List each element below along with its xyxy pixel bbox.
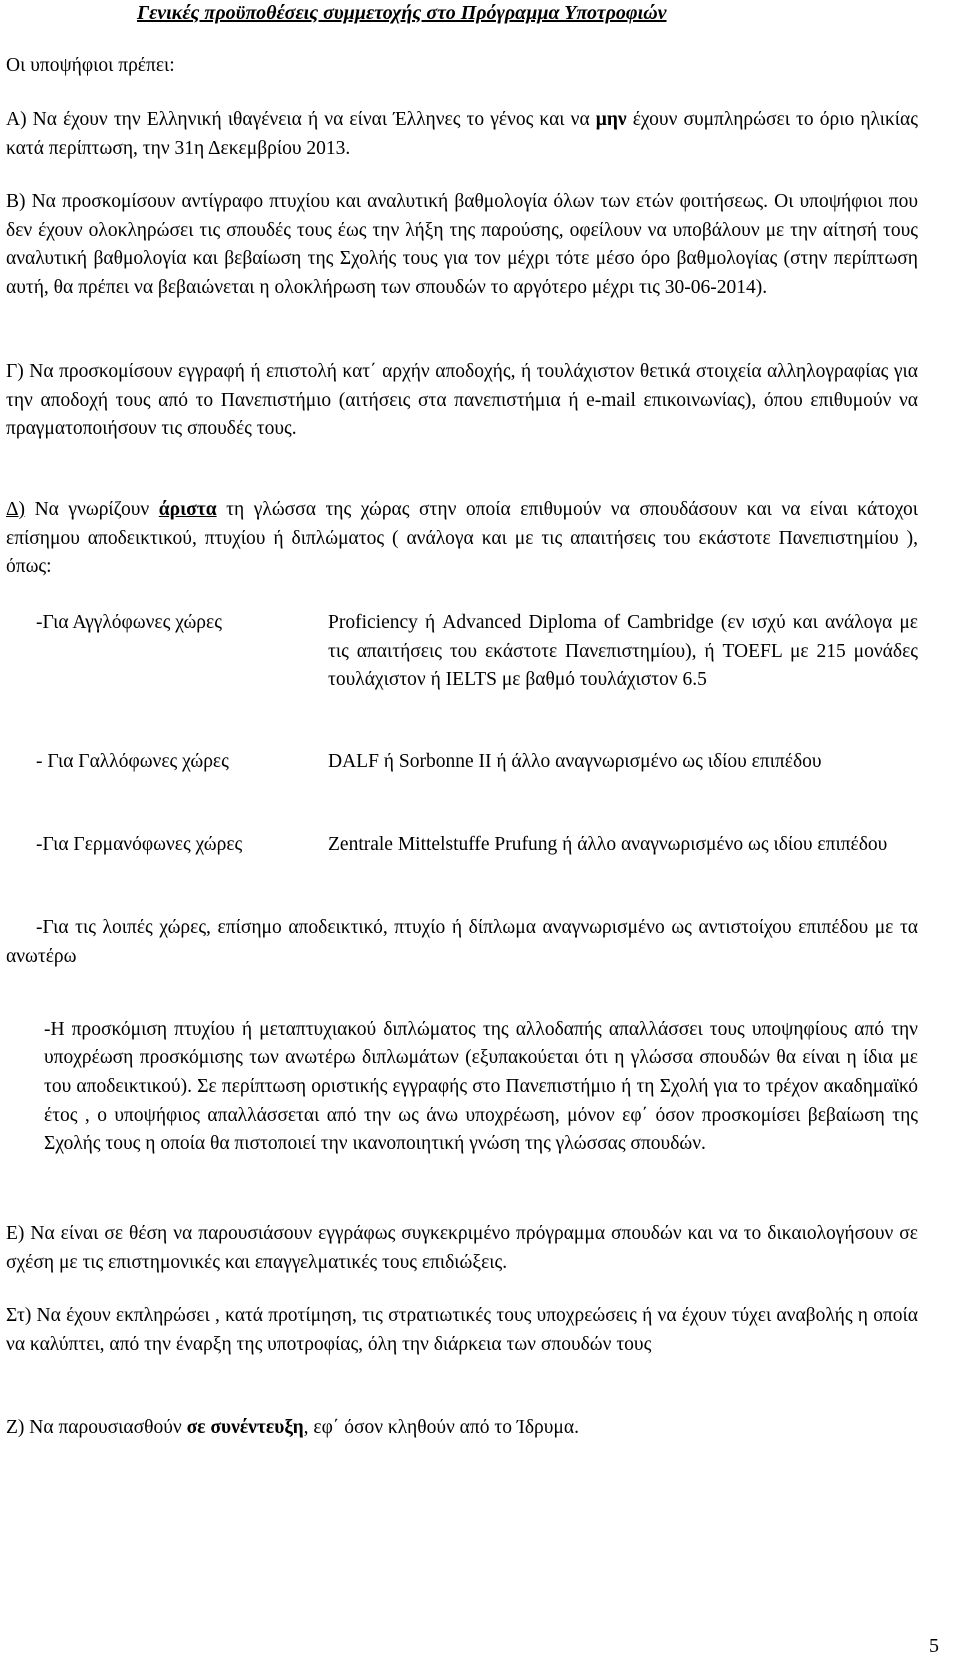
section-b: Β) Να προσκομίσουν αντίγραφο πτυχίου και αναλυτική βαθμολογία όλων των ετών φοιτήσεως. Οι υποψήφιοι που δεν έχουν ολοκληρώσει τις σπουδές τους έως την λήξη της παρούσης, οφείλουν να υποβάλουν με την αίτησή τους αναλυτική βαθμολογία και βεβαίωση της Σχολής τους για τον μέχρι τότε μέσο όρο βαθμολογίας (στην περίπτωση αυτή, θα πρέπει να βεβαιώνεται η ολοκλήρωση των σπουδών το αργότερο μέχρι τις 30-06-2014). [6,191,918,299]
language-country-german: -Για Γερμανόφωνες χώρες [36,834,243,855]
section-a-text-1: Α) Να έχουν την Ελληνική ιθαγένεια ή να είναι Έλληνες το γένος και να [6,109,596,130]
language-requirement-german: Zentrale Mittelstuffe Prufung ή άλλο αναγνωρισμένο ως ιδίου επιπέδου [328,834,888,855]
foreign-degree-text: -Η προσκόμιση πτυχίου ή μεταπτυχιακού διπλώματος της αλλοδαπής απαλλάσσει τους υποψηφίους από την υποχρέωση προσκόμισης των ανωτέρω διπλωμάτων (εξυπακούεται ότι η γλώσσα σπουδών θα είναι η ίδια με του αποδεικτικού). Σε περίπτωση οριστικής εγγραφής στο Πανεπιστήμιο ή τη Σχολή για το τρέχον ακαδημαϊκό έτος , ο υποψήφιος απαλλάσσεται από την ως άνω υποχρέωση, μόνον εφ΄ όσον προσκομίσει βεβαίωση της Σχολής τους η οποία θα πιστοποιεί την ικανοποιητική γνώση της γλώσσας σπουδών. [44,1018,918,1155]
section-d-label: Δ) [6,499,26,520]
section-c: Γ) Να προσκομίσουν εγγραφή ή επιστολή κατ΄ αρχήν αποδοχής, ή τουλάχιστον θετικά στοιχεία αλληλογραφίας για την αποδοχή τους από το Πανεπιστήμιο (αιτήσεις στα πανεπιστήμια ή e-mail επικοινωνίας), όπου επιθυμούν να πραγματοποιήσουν τις σπουδές τους. [6,361,918,440]
section-st: Στ) Να έχουν εκπληρώσει , κατά προτίμηση, τις στρατιωτικές τους υποχρεώσεις ή να έχουν τύχει αναβολής η οποία να καλύπτει, από την έναρξη της υποτροφίας, όλη την διάρκεια των σπουδών τους [6,1305,918,1355]
section-a-text-2: έχουν συμπληρώσει το όριο ηλικίας κατά περίπτωση, την 31η Δεκεμβρίου 2013. [6,109,918,159]
section-z-text-2: , εφ΄ όσον κληθούν από το Ίδρυμα. [303,1417,579,1438]
section-e: Ε) Να είναι σε θέση να παρουσιάσουν εγγράφως συγκεκριμένο πρόγραμμα σπουδών και να το δικαιολογήσουν σε σχέση με τις επιστημονικές και επαγγελματικές τους επιδιώξεις. [6,1223,918,1273]
section-d-text-1: Να γνωρίζουν [25,499,159,520]
page-title: Γενικές προϋποθέσεις συμμετοχής στο Πρόγραμμα Υποτροφιών [137,2,667,24]
intro-text: Οι υποψήφιοι πρέπει: [6,55,175,76]
section-d [6,496,918,582]
page-number: 5 [929,1635,939,1657]
other-countries-text: -Για τις λοιπές χώρες, επίσημο αποδεικτικό, πτυχίο ή δίπλωμα αναγνωρισμένο ως αντιστοίχου επιπέδου με τα ανωτέρω [6,917,918,967]
language-country-french: - Για Γαλλόφωνες χώρες [36,751,229,772]
section-z [6,1414,918,1443]
section-a [6,106,918,163]
section-a-emphasis: μην [595,109,627,130]
section-z-emphasis: σε συνέντευξη [186,1417,304,1438]
language-country-english: -Για Αγγλόφωνες χώρες [36,612,222,633]
language-requirement-english: Proficiency ή Advanced Diploma of Cambridge (εν ισχύ και ανάλογα με τις απαιτήσεις του εκάστοτε Πανεπιστημίου), ή TOEFL με 215 μονάδες τουλάχιστον ή IELTS με βαθμό τουλάχιστον 6.5 [328,612,918,691]
language-requirement-french: DALF ή Sorbonne II ή άλλο αναγνωρισμένο ως ιδίου επιπέδου [328,751,822,772]
section-z-text-1: Ζ) Να παρουσιασθούν [6,1417,187,1438]
section-d-emphasis: άριστα [158,499,217,520]
section-d-text-2: τη γλώσσα της χώρας στην οποία επιθυμούν να σπουδάσουν και να είναι κάτοχοι επίσημου αποδεικτικού, πτυχίου ή διπλώματος ( ανάλογα και με τις απαιτήσεις του εκάστοτε Πανεπιστημίου ), όπως: [6,499,918,578]
